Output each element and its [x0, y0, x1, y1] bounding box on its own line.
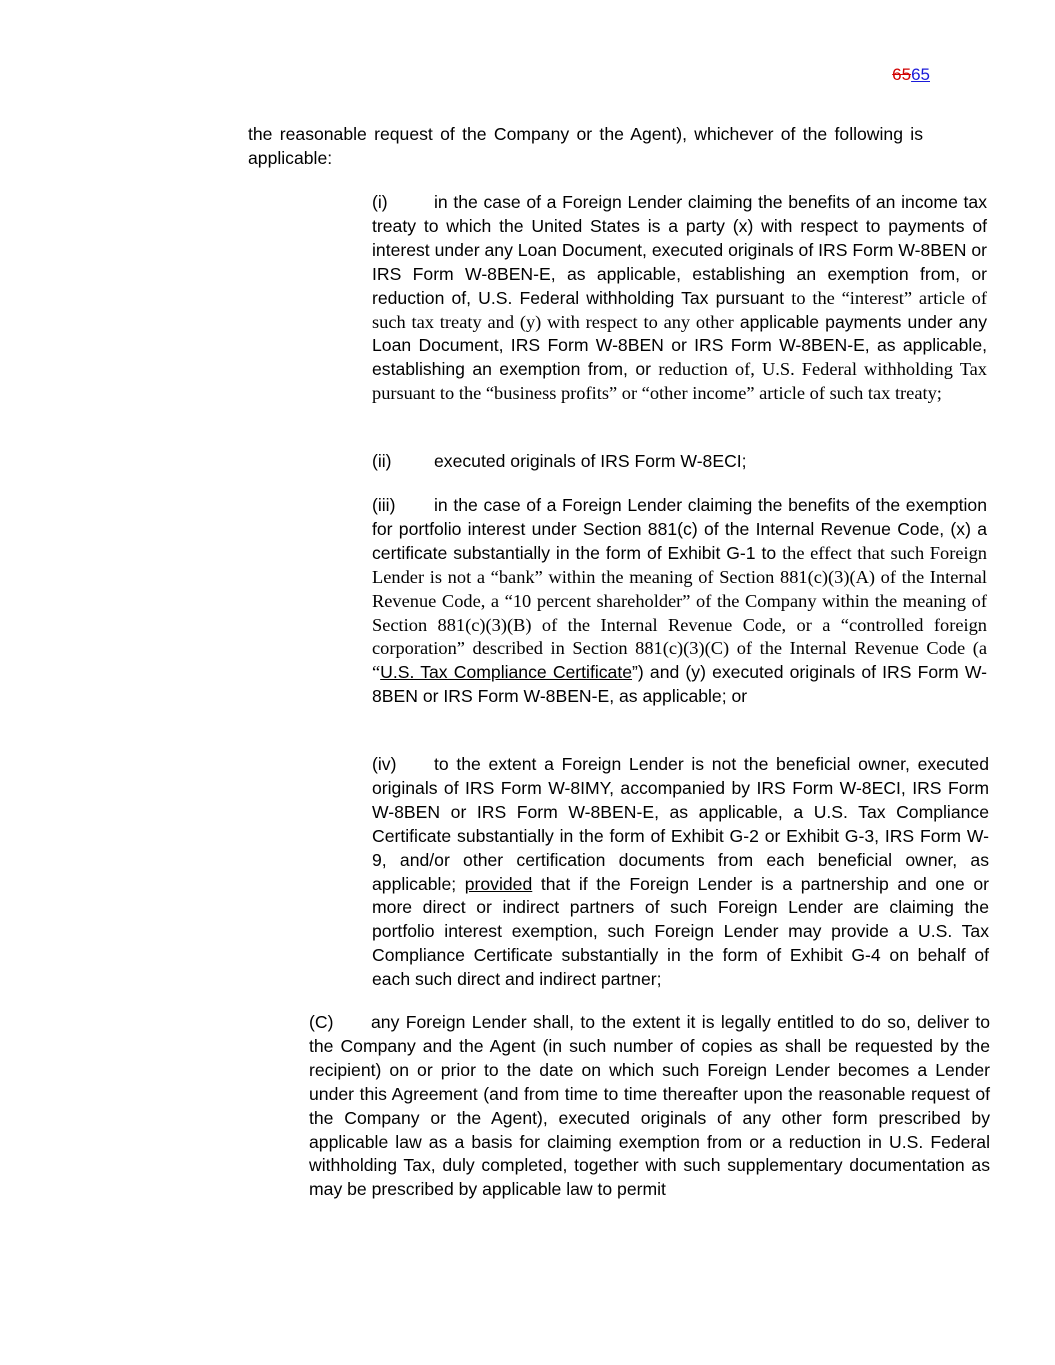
clause-iii-text-c: ”) and (y) executed originals of IRS Form W-8BEN or IRS Form W-8BEN-E, as applicable; or: [372, 662, 987, 707]
defined-term-us-tax-compliance-certificate: U.S. Tax Compliance Certificate: [380, 662, 633, 683]
clause-i-text-b: to the “interest” article of such tax treaty and (y) with respect to any other: [372, 287, 987, 332]
clause-ii-text: executed originals of IRS Form W-8ECI;: [434, 451, 747, 471]
clause-i-text-a: in the case of a Foreign Lender claiming the benefits of an income tax treaty to which the United States is a party (x) with respect to payments of interest under any Loan Document, executed originals of IRS Form W-8BEN or IRS Form W-8BEN-E, as applicable, establishing an exemption from, or reduction of, U.S. Federal withholding Tax pursuant: [372, 192, 987, 308]
clause-i-text-c: applicable payments under any Loan Document, IRS Form W-8BEN or IRS Form W-8BEN-E, as applicable, establishing an exemption from, or: [372, 311, 987, 380]
clause-c-text: any Foreign Lender shall, to the extent it is legally entitled to do so, deliver to the Company and the Agent (in such number of copies as shall be requested by the recipient) on or prior to the date on which such Foreign Lender becomes a Lender under this Agreement (and from time to time thereafter upon the reasonable request of the Company or the Agent), executed originals of any other form prescribed by applicable law as a basis for claiming exemption from or a reduction in U.S. Federal withholding Tax, duly completed, together with such supplementary documentation as may be prescribed by applicable law to permit: [309, 1012, 990, 1200]
clause-c-number: (C): [309, 1012, 334, 1032]
clause-iii-text-b: the effect that such Foreign Lender is not a “bank” within the meaning of Section 881(c)(3)(A) of the Internal Revenue Code, a “10 percent shareholder” of the Company within the meaning of Section 881(c)(3)(B) of the Internal Revenue Code, or a “controlled foreign corporation” described in Section 881(c)(3)(C) of the Internal Revenue Code (a “: [372, 542, 987, 683]
proviso-term: provided: [464, 873, 533, 894]
intro-paragraph: [248, 123, 923, 171]
clause-ii-number: (ii): [372, 451, 392, 471]
page-number-inserted: 65: [911, 65, 930, 84]
clause-iii: [311, 494, 987, 709]
clause-i-number: (i): [372, 192, 388, 212]
clause-c: [248, 1011, 990, 1202]
clause-iv-text-b: that if the Foreign Lender is a partnership and one or more direct or indirect partners of such Foreign Lender are claiming the portfolio interest exemption, such Foreign Lender may provide a U.S. Tax Compliance Certificate substantially in the form of Exhibit G-4 on behalf of each such direct and indirect partner;: [372, 873, 989, 990]
page-number-deleted: 65: [892, 65, 912, 84]
clause-iv-number: (iv): [372, 754, 397, 774]
clause-ii: [311, 450, 987, 474]
clause-iii-number: (iii): [372, 495, 396, 515]
intro-text: the reasonable request of the Company or the Agent), whichever of the following is applicable:: [248, 124, 923, 168]
clause-iii-text-a: in the case of a Foreign Lender claiming the benefits of the exemption for portfolio interest under Section 881(c) of the Internal Revenue Code, (x) a certificate substantially in the form of Exhibit G-1 to: [372, 495, 987, 563]
clause-i: [311, 191, 987, 406]
clause-i-text-d: reduction of, U.S. Federal withholding Tax pursuant to the “business profits” or “other income” article of such tax treaty;: [372, 359, 988, 404]
clause-iv: [311, 753, 989, 992]
clause-iv-text-a: to the extent a Foreign Lender is not the beneficial owner, executed originals of IRS Form W-8IMY, accompanied by IRS Form W-8ECI, IRS Form W-8BEN or IRS Form W-8BEN-E, as applicable, a U.S. Tax Compliance Certificate substantially in the form of Exhibit G-2 or Exhibit G-3, IRS Form W-9, and/or other certification documents from each beneficial owner, as applicable;: [372, 754, 989, 894]
page-number: [892, 63, 930, 87]
